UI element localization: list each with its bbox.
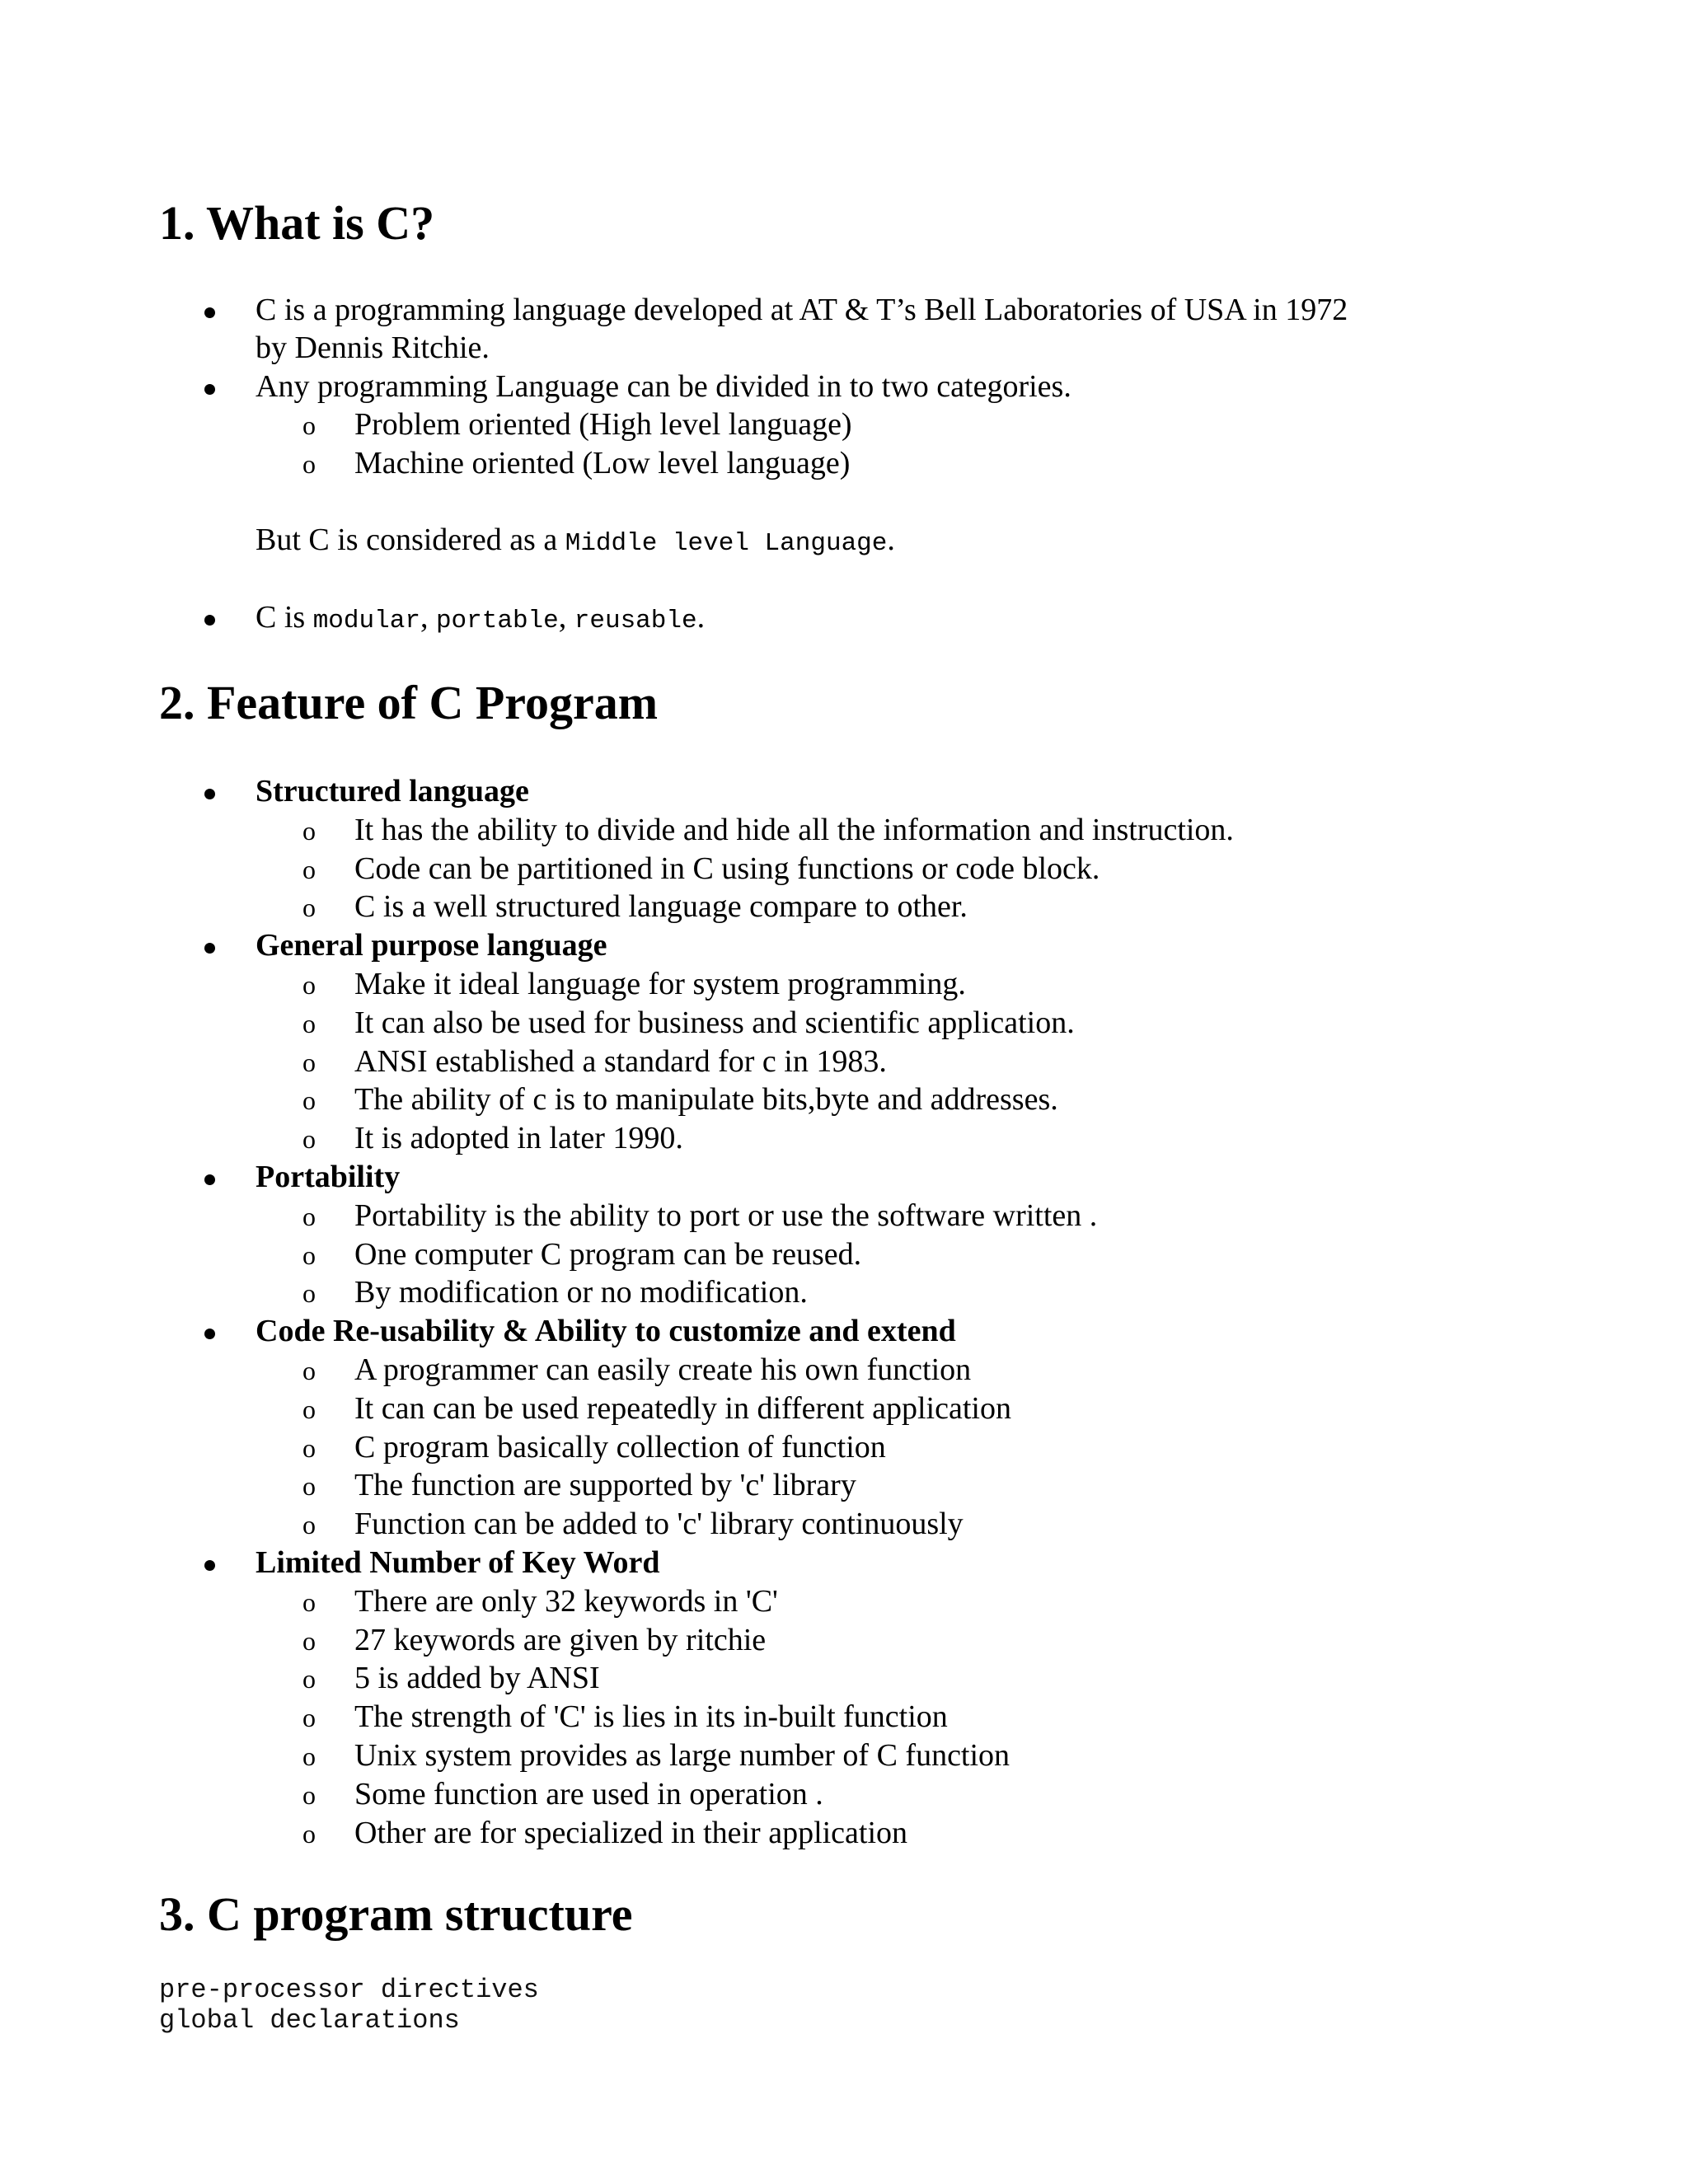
sub-bullet-marker: o <box>302 1008 316 1038</box>
sub-bullet-marker: o <box>302 1047 316 1077</box>
feature-heading: General purpose language <box>256 928 607 963</box>
bullet-dot <box>204 615 215 626</box>
feature-item: Some function are used in operation . <box>354 1776 823 1811</box>
bullet-dot <box>204 1560 215 1571</box>
s1-sub-2: Machine oriented (Low level language) <box>354 446 851 480</box>
feature-item: Make it ideal language for system programming. <box>354 967 966 1001</box>
middle-suffix: . <box>887 523 895 557</box>
sub-bullet-marker: o <box>302 1510 316 1540</box>
sub-bullet-marker: o <box>302 1432 316 1463</box>
feature-item: One computer C program can be reused. <box>354 1236 862 1272</box>
s1-bullet-3 <box>256 598 705 640</box>
feature-item: 27 keywords are given by ritchie <box>354 1622 767 1657</box>
sub-bullet-marker: o <box>302 1779 316 1810</box>
sub-bullet-marker: o <box>302 854 316 884</box>
bullet-dot <box>204 307 215 318</box>
feature-item: Code can be partitioned in C using functions or code block. <box>354 851 1100 886</box>
feature-item: It can can be used repeatedly in different application <box>354 1390 1011 1426</box>
sub-bullet-marker: o <box>302 410 316 440</box>
sub-bullet-marker: o <box>302 1394 316 1424</box>
s1-bullet-1-line-2: by Dennis Ritchie. <box>256 330 490 365</box>
code-portable: portable <box>435 607 559 635</box>
sub-bullet-marker: o <box>302 1201 316 1231</box>
feature-heading: Portability <box>256 1160 401 1194</box>
feature-heading: Code Re-usability & Ability to customize and extend <box>256 1314 956 1349</box>
sub-bullet-marker: o <box>302 1741 316 1771</box>
bullet-dot <box>204 789 215 799</box>
sub-bullet-marker: o <box>302 1625 316 1656</box>
sub-bullet-marker: o <box>302 449 316 479</box>
feature-item: It can also be used for business and scientific application. <box>354 1005 1075 1040</box>
bullet-dot <box>204 1174 215 1185</box>
sub-bullet-marker: o <box>302 1703 316 1733</box>
section-1-title: 1. What is C? <box>159 196 435 250</box>
feature-item: Other are for specialized in their application <box>354 1815 908 1850</box>
section-3-title: 3. C program structure <box>159 1887 633 1941</box>
sub-bullet-marker: o <box>302 1818 316 1849</box>
bullet-dot <box>204 1329 215 1339</box>
bullet3-sep-2: , <box>558 600 574 635</box>
s1-bullet-1-line-1: C is a programming language developed at AT & T’s Bell Laboratories of USA in 1972 <box>256 293 1348 327</box>
feature-item: It has the ability to divide and hide all the information and instruction. <box>354 812 1234 847</box>
sub-bullet-marker: o <box>302 1240 316 1270</box>
code-line: global declarations <box>159 2005 460 2036</box>
sub-bullet-marker: o <box>302 1356 316 1385</box>
s1-sub-1: Problem oriented (High level language) <box>354 407 852 442</box>
bullet-dot <box>204 943 215 954</box>
sub-bullet-marker: o <box>302 893 316 923</box>
feature-item: 5 is added by ANSI <box>354 1661 600 1696</box>
code-modular: modular <box>312 607 420 635</box>
feature-item: Portability is the ability to port or use the software written . <box>354 1197 1098 1233</box>
feature-item: The ability of c is to manipulate bits,byte and addresses. <box>354 1082 1058 1118</box>
sub-bullet-marker: o <box>302 1278 316 1309</box>
feature-item: By modification or no modification. <box>354 1275 808 1310</box>
sub-bullet-marker: o <box>302 1085 316 1116</box>
sub-bullet-marker: o <box>302 970 316 1000</box>
feature-item: Function can be added to 'c' library continuously <box>354 1507 964 1542</box>
bullet3-prefix: C is <box>256 600 313 635</box>
sub-bullet-marker: o <box>302 1664 316 1694</box>
feature-item: C program basically collection of function <box>354 1429 886 1465</box>
section-2-title: 2. Feature of C Program <box>159 676 659 729</box>
feature-heading: Limited Number of Key Word <box>256 1545 660 1580</box>
s1-bullet-2: Any programming Language can be divided in to two categories. <box>256 369 1071 404</box>
bullet3-suffix: . <box>696 600 706 635</box>
sub-bullet-marker: o <box>302 1586 316 1617</box>
feature-item: A programmer can easily create his own function <box>354 1352 972 1387</box>
feature-item: C is a well structured language compare to other. <box>354 889 968 925</box>
code-line: pre-processor directives <box>159 1975 539 2005</box>
code-reusable: reusable <box>574 607 697 635</box>
sub-bullet-marker: o <box>302 1471 316 1502</box>
bullet-dot <box>204 384 215 395</box>
feature-item: Unix system provides as large number of C function <box>354 1738 1010 1773</box>
middle-prefix: But C is considered as a <box>256 523 565 557</box>
feature-heading: Structured language <box>256 774 529 808</box>
middle-code: Middle level Language <box>565 529 888 558</box>
sub-bullet-marker: o <box>302 815 316 846</box>
feature-item: There are only 32 keywords in 'C' <box>354 1583 778 1619</box>
feature-item: ANSI established a standard for c in 1983. <box>354 1043 887 1079</box>
bullet3-sep-1: , <box>420 600 436 635</box>
feature-item: The function are supported by 'c' library <box>354 1468 856 1503</box>
sub-bullet-marker: o <box>302 1124 316 1155</box>
s1-middle-level-note <box>256 521 895 563</box>
feature-item: The strength of 'C' is lies in its in-built function <box>354 1699 948 1735</box>
feature-item: It is adopted in later 1990. <box>354 1121 683 1156</box>
